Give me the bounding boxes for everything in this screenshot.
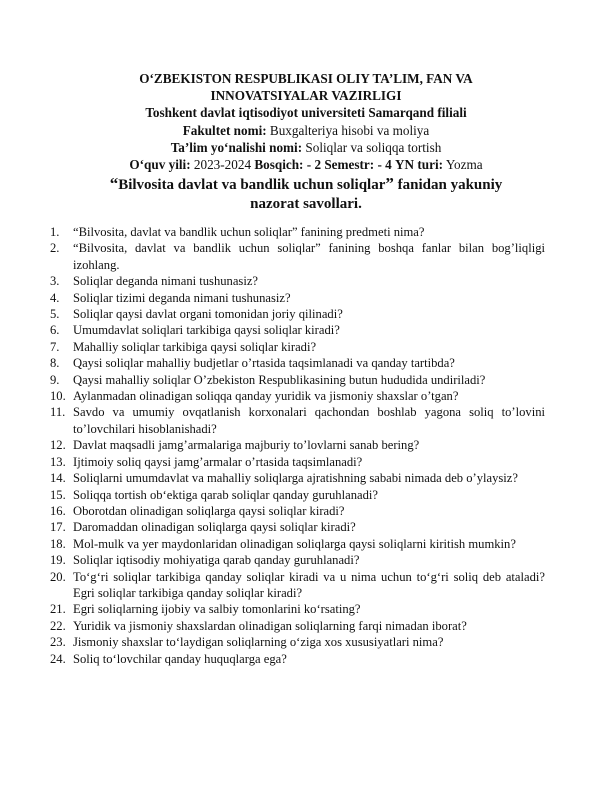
question-text: Qaysi mahalliy soliqlar O’zbekiston Respublikasining butun hududida undiriladi? [73,372,486,387]
question-text: Davlat maqsadli jamg’armalariga majburiy to’lovlarni sanab bering? [73,438,420,453]
question-text: Soliqqa tortish ob‘ektiga qarab soliqlar qanday guruhlanadi? [73,487,378,502]
faculty-value: Buxgalteriya hisobi va moliya [269,122,430,138]
question-text: Mol-mulk va yer maydonlaridan olinadigan soliqlarga qaysi soliqlarni kiritish mumkin? [73,536,516,551]
question-number: 23. [50,635,66,650]
question-list [50,224,545,667]
stage-value: - 2 [306,157,322,173]
faculty-label: Fakultet nomi: [182,122,267,138]
question-number: 5. [50,307,60,322]
faculty-line [40,122,572,139]
direction-label: Ta’lim yo‘nalishi nomi: [170,139,303,155]
question-number: 8. [50,356,60,371]
question-number: 21. [50,602,66,617]
question-number: 22. [50,618,66,633]
question-text: Qaysi soliqlar mahalliy budjetlar o’rtasida taqsimlanadi va qanday tartibda? [73,356,455,371]
direction-value: Soliqlar va soliqqa tortish [305,139,442,155]
question-text: Yuridik va jismoniy shaxslardan olinadigan soliqlarning farqi nimadan iborat? [73,618,467,633]
question-item [50,306,545,322]
question-text: Daromaddan olinadigan soliqlarga qaysi soliqlar kiradi? [73,520,356,535]
question-number: 15. [50,487,66,502]
exam-type-label: YN turi: [395,157,444,173]
question-number: 6. [50,323,60,338]
exam-info-line [40,156,572,173]
question-item [50,240,545,273]
year-label: O‘quv yili: [129,157,191,173]
question-item [50,322,545,338]
question-number: 9. [50,372,60,387]
question-item [50,388,545,404]
question-item [50,601,545,617]
question-text: Soliqlar tizimi deganda nimani tushunasiz? [73,290,291,305]
question-text: Umumdavlat soliqlari tarkibiga qaysi soliqlar kiradi? [73,323,340,338]
question-number: 14. [50,471,66,486]
question-item [50,470,545,486]
document-title [40,174,572,214]
question-text: Oborotdan olinadigan soliqlarga qaysi soliqlar kiradi? [73,503,345,518]
question-item [50,437,545,453]
question-item [50,618,545,634]
stage-label: Bosqich: [254,157,304,173]
title-rest: fanidan yakuniy [393,177,503,194]
question-number: 20. [50,569,66,584]
question-number: 11. [50,405,66,420]
question-item [50,503,545,519]
question-item [50,372,545,388]
question-number: 16. [50,503,66,518]
ministry-line-1: O‘ZBEKISTON RESPUBLIKASI OLIY TA’LIM, FAN VA [139,71,473,86]
question-item [50,536,545,552]
question-number: 24. [50,651,66,666]
question-text: To‘g‘ri soliqlar tarkibiga qanday soliqlar kiradi va u nima uchun to‘g‘ri soliq deb ataladi? Egri soliqlar tarkibiga qanday soliqlar kiradi? [73,569,545,600]
document-header [40,70,572,214]
question-text: Savdo va umumiy ovqatlanish korxonalari qachondan boshlab yagona soliq to’lovini to’lovchilari hisoblanishadi? [73,405,545,436]
question-text: Soliqlar iqtisodiy mohiyatiga qarab qanday guruhlanadi? [73,553,360,568]
question-number: 2. [50,241,60,256]
question-number: 19. [50,553,66,568]
question-text: Mahalliy soliqlar tarkibiga qaysi soliqlar kiradi? [73,339,317,354]
title-open-quote: “ [109,174,119,194]
question-number: 3. [50,274,60,289]
question-number: 13. [50,454,66,469]
question-item [50,569,545,602]
question-item [50,339,545,355]
question-item [50,273,545,289]
question-text: Soliq to‘lovchilar qanday huquqlarga ega? [73,651,287,666]
ministry-line-2: INNOVATSIYALAR VAZIRLIGI [210,88,402,104]
question-item [50,552,545,568]
question-text: Egri soliqlarning ijobiy va salbiy tomonlarini ko‘rsating? [73,602,361,617]
university-name: Toshkent davlat iqtisodiyot universiteti Samarqand filiali [145,105,467,121]
question-item [50,355,545,371]
question-number: 10. [50,389,66,404]
question-text: Ijtimoiy soliq qaysi jamg’armalar o’rtasida taqsimlanadi? [73,454,363,469]
title-line-2: nazorat savollari. [250,196,362,213]
question-item [50,290,545,306]
question-number: 1. [50,225,60,239]
question-text: Soliqlar deganda nimani tushunasiz? [73,274,259,289]
question-item [50,454,545,470]
question-number: 4. [50,290,60,305]
semester-label: Semestr: [324,157,375,173]
question-number: 18. [50,536,66,551]
question-item [50,519,545,535]
question-number: 17. [50,520,66,535]
question-item [50,404,545,437]
question-number: 7. [50,339,60,354]
question-item [50,651,545,667]
year-value: 2023-2024 [193,157,252,173]
question-number: 12. [50,438,66,453]
question-item [50,634,545,650]
question-text: “Bilvosita, davlat va bandlik uchun soliqlar” fanining predmeti nima? [73,225,425,239]
title-subject: Bilvosita davlat va bandlik uchun soliqlar [118,177,386,194]
question-text: Aylanmadan olinadigan soliqqa qanday yuridik va jismoniy shaxslar o’tgan? [73,389,459,404]
direction-line [40,139,572,156]
question-text: Jismoniy shaxslar to‘laydigan soliqlarning o‘ziga xos xususiyatlari nima? [73,635,444,650]
question-text: Soliqlar qaysi davlat organi tomonidan joriy qilinadi? [73,307,343,322]
question-item [50,487,545,503]
exam-type-value: Yozma [445,157,483,173]
question-text: Soliqlarni umumdavlat va mahalliy soliqlarga ajratishning sababi nimada deb o’ylaysiz? [73,471,518,486]
title-close-quote: ” [385,174,394,194]
question-item [50,224,545,240]
semester-value: - 4 [377,157,392,173]
question-text: “Bilvosita, davlat va bandlik uchun soliqlar” fanining boshqa fanlar bilan bog’liqligi izohlang. [73,241,545,272]
